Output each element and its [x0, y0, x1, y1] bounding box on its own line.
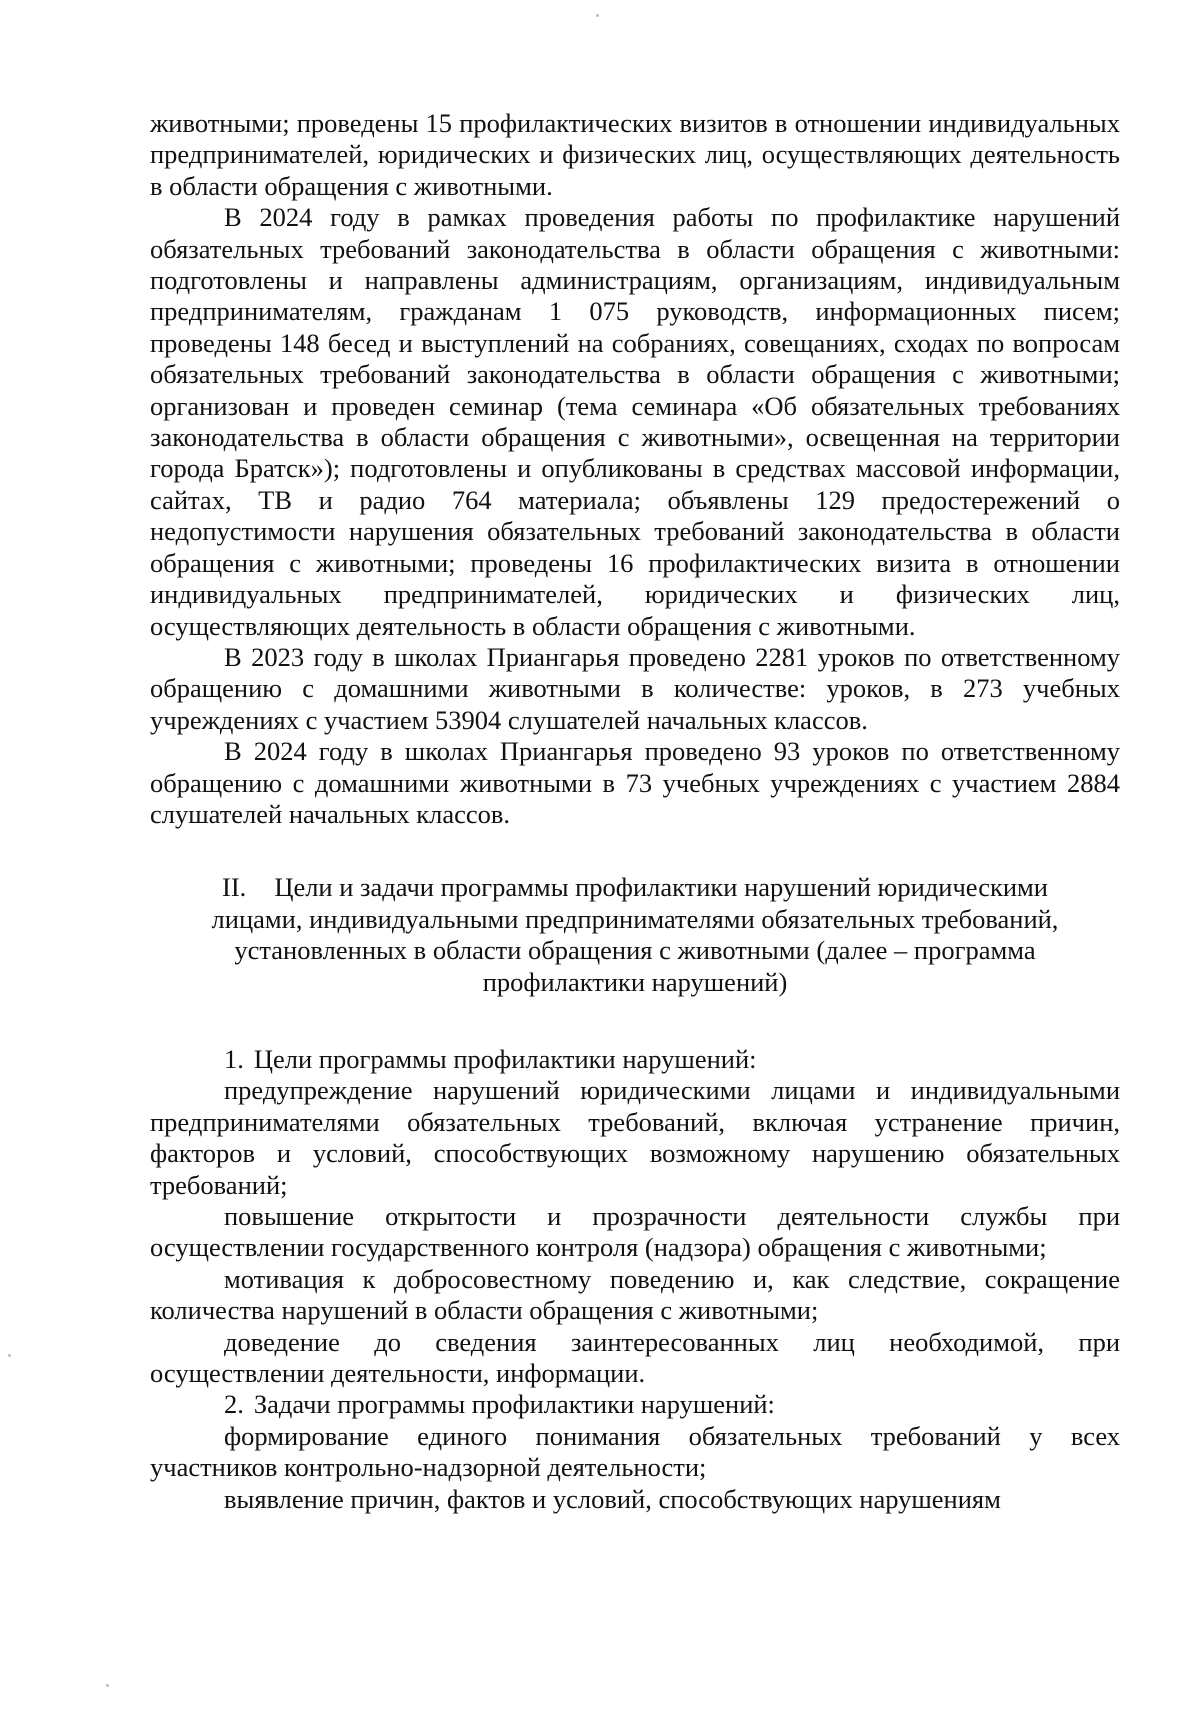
task-item: формирование единого понимания обязательных требований у всех участников контрольно-надзорной деятельности;: [150, 1420, 1120, 1483]
scan-speck: [106, 1684, 109, 1687]
goal-item: предупреждение нарушений юридическими лицами и индивидуальными предпринимателями обязательных требований, включая устранение причин, факторов и условий, способствующих возможному нарушению обязательных требований;: [150, 1075, 1120, 1200]
tasks-heading: [150, 1389, 1120, 1420]
section-heading: [150, 872, 1120, 998]
paragraph-2024-school-lessons: В 2024 году в школах Приангарья проведено 93 уроков по ответственному обращению с домашними животными в 73 учебных учреждениях с участием 2884 слушателей начальных классов.: [150, 736, 1120, 829]
paragraph-2023-school-lessons: В 2023 году в школах Приангарья проведено 2281 уроков по ответственному обращению с домашними животными в количестве: уроков, в 273 учебных учреждениях с участием 53904 слушателей начальных классов.: [150, 641, 1120, 735]
goals-number: 1.: [224, 1043, 244, 1074]
spacer: [150, 830, 1120, 872]
goals-label: Цели программы профилактики нарушений:: [253, 1043, 757, 1074]
paragraph-2024-prevention-work: В 2024 году в рамках проведения работы по профилактике нарушений обязательных требований законодательства в области обращения с животными: подготовлены и направлены администрациям, организациям, индивидуальным предпринимателям, гражданам 1 075 руководств, информационных писем; проведены 148 бесед и выступлений на собраниях, совещаниях, сходах по вопросам обязательных требований законодательства в области обращения с животными; организован и проведен семинар (тема семинара «Об обязательных требованиях законодательства в области обращения с животными», освещенная на территории города Братск»); подготовлены и опубликованы в средствах массовой информации, сайтах, ТВ и радио 764 материала; объявлены 129 предостережений о недопустимости нарушения обязательных требований законодательства в области обращения с животными; проведены 16 профилактических визита в отношении индивидуальных предпринимателей, юридических и физических лиц, осуществляющих деятельность в области обращения с животными.: [150, 202, 1120, 641]
section-title: Цели и задачи программы профилактики нарушений юридическими лицами, индивидуальными предпринимателями обязательных требований, установленных в области обращения с животными (далее – программа профилактики нарушений): [211, 872, 1059, 997]
tasks-label: Задачи программы профилактики нарушений:: [253, 1389, 775, 1420]
goals-heading: [150, 1044, 1120, 1075]
document-body: [150, 108, 1120, 1515]
goal-item: мотивация к добросовестному поведению и, как следствие, сокращение количества нарушений в области обращения с животными;: [150, 1263, 1120, 1326]
tasks-number: 2.: [224, 1389, 244, 1420]
scan-speck: [596, 14, 599, 17]
task-item: выявление причин, фактов и условий, способствующих нарушениям: [224, 1483, 1001, 1514]
scan-speck: [8, 1354, 11, 1357]
paragraph-continuation: животными; проведены 15 профилактических визитов в отношении индивидуальных предпринимателей, юридических и физических лиц, осуществляющих деятельность в области обращения с животными.: [150, 108, 1120, 201]
goal-item: повышение открытости и прозрачности деятельности службы при осуществлении государственного контроля (надзора) обращения с животными;: [150, 1201, 1120, 1263]
spacer: [150, 998, 1120, 1044]
goal-item: доведение до сведения заинтересованных лиц необходимой, при осуществлении деятельности, информации.: [150, 1326, 1120, 1389]
section-number: II.: [222, 872, 247, 903]
